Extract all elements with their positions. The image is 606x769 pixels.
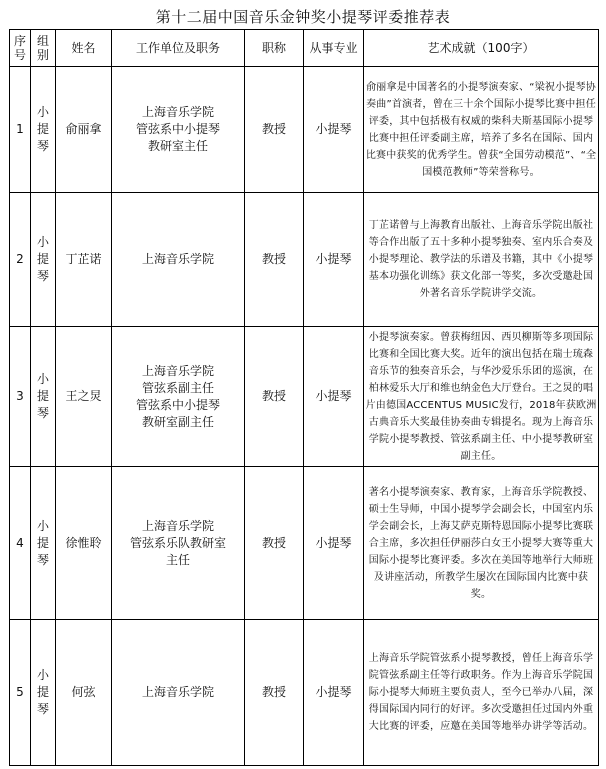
document-title: 第十二届中国音乐金钟奖小提琴评委推荐表: [155, 8, 451, 26]
row-title: 教授: [245, 620, 304, 766]
row-group: 小 提 琴: [31, 193, 56, 327]
row-group: 小 提 琴: [31, 467, 56, 620]
row-achievement: 上海音乐学院管弦系小提琴教授，曾任上海音乐学院管弦系副主任等行政职务。作为上海音乐学院国际小提琴大师班主要负责人，至今已举办八届，深得国际国内同行的好评。多次受邀担任过国内外重大比赛的评委，应邀在美国等地举办讲学等活动。: [364, 620, 599, 766]
row-name: 王之炅: [56, 327, 112, 467]
row-group: 小 提 琴: [31, 327, 56, 467]
row-achievement: 小提琴演奏家。曾获梅纽因、西贝柳斯等多项国际比赛和全国比赛大奖。近年的演出包括在瑞士琉森音乐节的独奏音乐会，与华沙爱乐乐团的巡演，在柏林爱乐大厅和维也纳金色大厅登台。王之炅的唱片由德国ACCENTUS MUSIC发行，2018年获欧洲古典音乐大奖最佳协奏曲专辑提名。现为上海音乐学院小提琴教授、管弦系副主任、中小提琴教研室副主任。: [364, 327, 599, 467]
judges-table: [9, 29, 599, 766]
row-seq: 1: [10, 67, 31, 193]
table-row: [10, 193, 599, 327]
row-specialty: 小提琴: [304, 620, 364, 766]
header-seq: 序 号: [10, 30, 31, 67]
row-seq: 4: [10, 467, 31, 620]
header-title: 职称: [245, 30, 304, 67]
header-achievement: 艺术成就（100字）: [364, 30, 599, 67]
row-group: 小 提 琴: [31, 67, 56, 193]
row-specialty: 小提琴: [304, 193, 364, 327]
header-name: 姓名: [56, 30, 112, 67]
header-group: 组 别: [31, 30, 56, 67]
row-achievement: 丁芷诺曾与上海教育出版社、上海音乐学院出版社等合作出版了五十多种小提琴独奏、室内乐合奏及小提琴理论、教学法的乐谱及书籍，其中《小提琴基本功强化训练》获文化部一等奖，多次受邀赴国外著名音乐学院讲学交流。: [364, 193, 599, 327]
row-name: 何弦: [56, 620, 112, 766]
row-group: 小 提 琴: [31, 620, 56, 766]
table-body: [10, 67, 599, 766]
table-row: [10, 467, 599, 620]
row-specialty: 小提琴: [304, 467, 364, 620]
table-row: [10, 67, 599, 193]
row-seq: 2: [10, 193, 31, 327]
row-specialty: 小提琴: [304, 67, 364, 193]
row-seq: 5: [10, 620, 31, 766]
row-title: 教授: [245, 467, 304, 620]
row-name: 俞丽拿: [56, 67, 112, 193]
table-header-row: [10, 30, 599, 67]
table-row: [10, 327, 599, 467]
row-name: 丁芷诺: [56, 193, 112, 327]
row-unit: 上海音乐学院 管弦系副主任 管弦系中小提琴 教研室副主任: [112, 327, 245, 467]
row-achievement: 俞丽拿是中国著名的小提琴演奏家、“梁祝小提琴协奏曲”首演者，曾在三十余个国际小提琴比赛中担任评委，其中包括极有权威的柴科夫斯基国际小提琴比赛中担任评委副主席，培养了多名在国际、国内比赛中获奖的优秀学生。曾获“全国劳动模范”、“全国模范教师”等荣誉称号。: [364, 67, 599, 193]
row-title: 教授: [245, 193, 304, 327]
row-name: 徐惟聆: [56, 467, 112, 620]
row-seq: 3: [10, 327, 31, 467]
row-title: 教授: [245, 327, 304, 467]
row-title: 教授: [245, 67, 304, 193]
header-unit: 工作单位及职务: [112, 30, 245, 67]
row-unit: 上海音乐学院 管弦系乐队教研室 主任: [112, 467, 245, 620]
row-unit: 上海音乐学院: [112, 193, 245, 327]
header-specialty: 从事专业: [304, 30, 364, 67]
row-unit: 上海音乐学院 管弦系中小提琴 教研室主任: [112, 67, 245, 193]
row-unit: 上海音乐学院: [112, 620, 245, 766]
row-achievement: 著名小提琴演奏家、教育家，上海音乐学院教授、硕士生导师，中国小提琴学会副会长，中国室内乐学会副会长，上海艾萨克斯特恩国际小提琴比赛联合主席，多次担任伊丽莎白女王小提琴大赛等重大国际小提琴比赛评委。多次在美国等地举行大师班及讲座活动，所教学生屡次在国际国内比赛中获奖。: [364, 467, 599, 620]
row-specialty: 小提琴: [304, 327, 364, 467]
table-row: [10, 620, 599, 766]
